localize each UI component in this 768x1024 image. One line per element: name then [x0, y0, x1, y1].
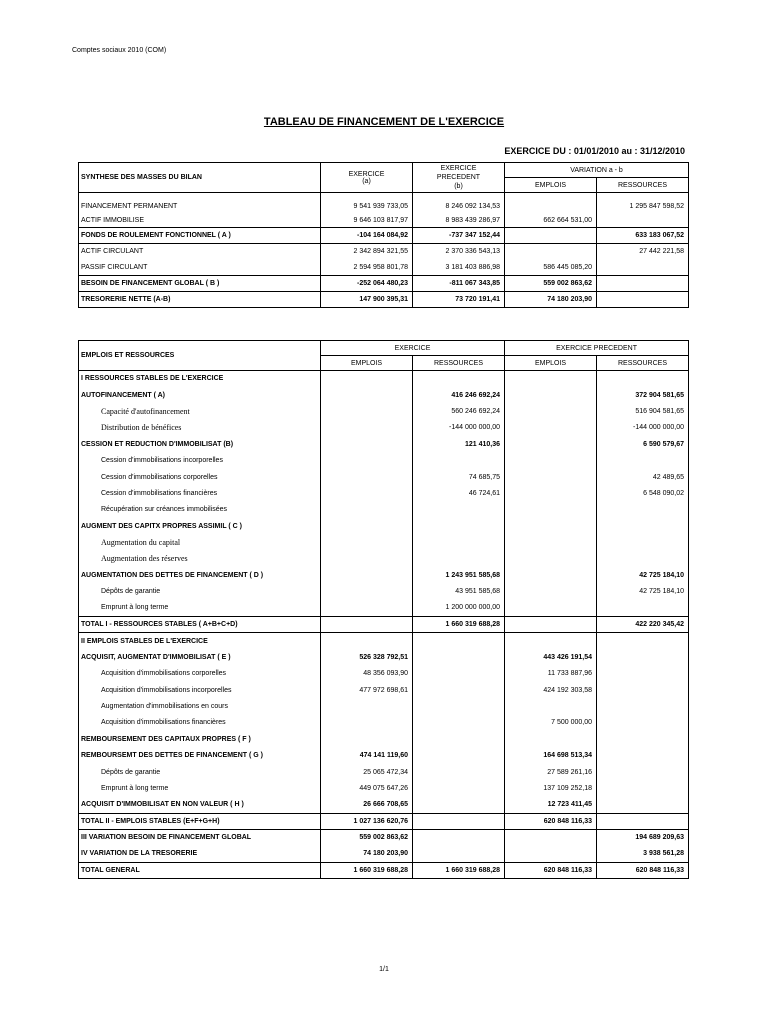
row-label: ACTIF CIRCULANT	[79, 244, 321, 260]
exercice-emplois-value	[321, 633, 413, 649]
row-label: CESSION ET REDUCTION D'IMMOBILISAT (B)	[79, 436, 321, 452]
row-label: Emprunt à long terme	[79, 600, 321, 616]
exercice-ressources-value: 74 685,75	[413, 469, 505, 485]
precedent-emplois-value: 164 698 513,34	[505, 747, 597, 763]
exercice-ressources-value	[413, 666, 505, 682]
precedent-value: -811 067 343,85	[413, 276, 505, 292]
emplois-ressources-row	[79, 600, 689, 616]
exercice-ressources-value	[413, 797, 505, 813]
emplois-ressources-row	[79, 797, 689, 813]
exercice-ressources-value: 1 660 319 688,28	[413, 862, 505, 878]
exercice-value: 9 541 939 733,05	[321, 200, 413, 214]
exercice-emplois-value	[321, 436, 413, 452]
exercice-emplois-value	[321, 584, 413, 600]
emplois-ressources-row	[79, 682, 689, 698]
col-ressources-header: RESSOURCES	[597, 178, 689, 193]
precedent-ressources-value: 6 590 579,67	[597, 436, 689, 452]
exercice-ressources-value: -144 000 000,00	[413, 420, 505, 436]
exercice-ressources-value: 121 410,36	[413, 436, 505, 452]
exercice-ressources-value: 416 246 692,24	[413, 387, 505, 403]
fiscal-period: EXERCICE DU : 01/01/2010 au : 31/12/2010	[504, 146, 685, 156]
exercice-ressources-value	[413, 551, 505, 567]
precedent-ressources-value: 42 725 184,10	[597, 567, 689, 583]
synthese-heading: SYNTHESE DES MASSES DU BILAN	[79, 163, 321, 193]
precedent-emplois-value: 12 723 411,45	[505, 797, 597, 813]
precedent-ressources-value: 42 489,65	[597, 469, 689, 485]
precedent-ressources-value: -144 000 000,00	[597, 420, 689, 436]
emplois-ressources-row	[79, 485, 689, 501]
col-exercice-sub: (a)	[362, 177, 371, 185]
exercice-emplois-value: 526 328 792,51	[321, 649, 413, 665]
precedent-emplois-value	[505, 420, 597, 436]
precedent-emplois-value	[505, 534, 597, 550]
precedent-ressources-value: 422 220 345,42	[597, 616, 689, 632]
row-label: TOTAL II - EMPLOIS STABLES (E+F+G+H)	[79, 813, 321, 829]
exercice-ressources-value	[413, 715, 505, 731]
row-label: III VARIATION BESOIN DE FINANCEMENT GLOBAL	[79, 829, 321, 845]
precedent-ressources-value: 194 689 209,63	[597, 829, 689, 845]
exercice-emplois-value	[321, 371, 413, 387]
precedent-ressources-value	[597, 797, 689, 813]
variation-ressources-value	[597, 292, 689, 308]
col-exercice-precedent-header: EXERCICE PRECEDENT	[505, 341, 689, 356]
precedent-emplois-value	[505, 731, 597, 747]
row-label: Emprunt à long terme	[79, 780, 321, 796]
precedent-emplois-value: 27 589 261,16	[505, 764, 597, 780]
col-emplois-header: EMPLOIS	[505, 178, 597, 193]
precedent-emplois-value	[505, 403, 597, 419]
exercice-emplois-value	[321, 518, 413, 534]
exercice-emplois-value	[321, 715, 413, 731]
row-label: ACTIF IMMOBILISE	[79, 214, 321, 228]
variation-emplois-value	[505, 244, 597, 260]
exercice-emplois-value	[321, 485, 413, 501]
exercice-emplois-value: 25 065 472,34	[321, 764, 413, 780]
precedent-ressources-value	[597, 731, 689, 747]
precedent-ressources-value	[597, 633, 689, 649]
precedent-ressources-value: 620 848 116,33	[597, 862, 689, 878]
col-ressources-header: RESSOURCES	[413, 356, 505, 371]
row-label: Dépôts de garantie	[79, 764, 321, 780]
row-label: ACQUISIT D'IMMOBILISAT EN NON VALEUR ( H )	[79, 797, 321, 813]
emplois-ressources-row	[79, 518, 689, 534]
row-label: Distribution de bénéfices	[79, 420, 321, 436]
col-precedent-sub: (b)	[454, 183, 463, 190]
precedent-emplois-value	[505, 567, 597, 583]
row-label: TRESORERIE NETTE (A-B)	[79, 292, 321, 308]
row-label: ACQUISIT, AUGMENTAT D'IMMOBILISAT ( E )	[79, 649, 321, 665]
precedent-value: 8 246 092 134,53	[413, 200, 505, 214]
synthese-row	[79, 214, 689, 228]
exercice-emplois-value	[321, 616, 413, 632]
emplois-ressources-row	[79, 469, 689, 485]
exercice-emplois-value: 1 027 136 620,76	[321, 813, 413, 829]
exercice-emplois-value	[321, 600, 413, 616]
precedent-ressources-value	[597, 747, 689, 763]
col-emplois-prev-header: EMPLOIS	[505, 356, 597, 371]
emplois-ressources-row	[79, 829, 689, 845]
row-label: AUTOFINANCEMENT ( A)	[79, 387, 321, 403]
variation-ressources-value: 1 295 847 598,52	[597, 200, 689, 214]
precedent-ressources-value	[597, 813, 689, 829]
row-label: REMBOURSEMENT DES CAPITAUX PROPRES ( F )	[79, 731, 321, 747]
col-precedent-header	[413, 163, 505, 193]
col-exercice-label: EXERCICE	[348, 170, 385, 178]
precedent-emplois-value	[505, 829, 597, 845]
spacer-row	[79, 193, 689, 200]
synthese-row	[79, 260, 689, 276]
row-label: BESOIN DE FINANCEMENT GLOBAL ( B )	[79, 276, 321, 292]
row-label: Augmentation du capital	[79, 534, 321, 550]
precedent-emplois-value	[505, 485, 597, 501]
precedent-emplois-value	[505, 698, 597, 714]
emplois-ressources-row	[79, 420, 689, 436]
exercice-value: 9 646 103 817,97	[321, 214, 413, 228]
precedent-emplois-value: 424 192 303,58	[505, 682, 597, 698]
row-label: Capacité d'autofinancement	[79, 403, 321, 419]
exercice-ressources-value: 560 246 692,24	[413, 403, 505, 419]
emplois-ressources-row	[79, 502, 689, 518]
precedent-emplois-value: 137 109 252,18	[505, 780, 597, 796]
emplois-ressources-heading: EMPLOIS ET RESSOURCES	[79, 341, 321, 371]
exercice-ressources-value	[413, 813, 505, 829]
exercice-ressources-value	[413, 698, 505, 714]
precedent-ressources-value	[597, 764, 689, 780]
exercice-emplois-value: 26 666 708,65	[321, 797, 413, 813]
emplois-ressources-row	[79, 862, 689, 878]
exercice-ressources-value	[413, 764, 505, 780]
synthese-row	[79, 276, 689, 292]
exercice-emplois-value	[321, 420, 413, 436]
exercice-emplois-value: 74 180 203,90	[321, 846, 413, 862]
exercice-emplois-value	[321, 567, 413, 583]
exercice-emplois-value: 1 660 319 688,28	[321, 862, 413, 878]
exercice-ressources-value	[413, 780, 505, 796]
precedent-emplois-value	[505, 469, 597, 485]
exercice-ressources-value	[413, 633, 505, 649]
col-emplois-header: EMPLOIS	[321, 356, 413, 371]
variation-emplois-value: 74 180 203,90	[505, 292, 597, 308]
emplois-ressources-table	[78, 340, 689, 879]
precedent-value: 73 720 191,41	[413, 292, 505, 308]
precedent-ressources-value: 3 938 561,28	[597, 846, 689, 862]
exercice-ressources-value	[413, 518, 505, 534]
exercice-emplois-value: 48 356 093,90	[321, 666, 413, 682]
emplois-ressources-row	[79, 649, 689, 665]
exercice-ressources-value	[413, 534, 505, 550]
row-label: Acquisition d'immobilisations corporelles	[79, 666, 321, 682]
col-precedent-label-2: PRECEDENT	[436, 174, 481, 181]
variation-ressources-value	[597, 260, 689, 276]
precedent-ressources-value	[597, 600, 689, 616]
exercice-emplois-value	[321, 731, 413, 747]
synthese-row	[79, 200, 689, 214]
row-label: IV VARIATION DE LA TRESORERIE	[79, 846, 321, 862]
precedent-emplois-value	[505, 502, 597, 518]
row-label: Augmentation des réserves	[79, 551, 321, 567]
precedent-ressources-value	[597, 371, 689, 387]
precedent-ressources-value	[597, 518, 689, 534]
precedent-ressources-value	[597, 534, 689, 550]
exercice-emplois-value	[321, 698, 413, 714]
emplois-ressources-row	[79, 371, 689, 387]
col-precedent-label-1: EXERCICE	[440, 165, 477, 172]
spacer-cell	[79, 193, 321, 200]
precedent-ressources-value: 42 725 184,10	[597, 584, 689, 600]
variation-ressources-value	[597, 276, 689, 292]
exercice-emplois-value	[321, 452, 413, 468]
precedent-emplois-value	[505, 551, 597, 567]
emplois-ressources-row	[79, 452, 689, 468]
precedent-ressources-value	[597, 698, 689, 714]
exercice-value: 2 594 958 801,78	[321, 260, 413, 276]
exercice-ressources-value	[413, 747, 505, 763]
precedent-emplois-value	[505, 518, 597, 534]
emplois-ressources-row	[79, 403, 689, 419]
precedent-ressources-value: 516 904 581,65	[597, 403, 689, 419]
emplois-ressources-row	[79, 731, 689, 747]
row-label: Cession d'immobilisations incorporelles	[79, 452, 321, 468]
col-ressources-prev-header: RESSOURCES	[597, 356, 689, 371]
exercice-emplois-value: 449 075 647,26	[321, 780, 413, 796]
emplois-ressources-row	[79, 813, 689, 829]
precedent-ressources-value	[597, 551, 689, 567]
row-label: II EMPLOIS STABLES DE L'EXERCICE	[79, 633, 321, 649]
row-label: FONDS DE ROULEMENT FONCTIONNEL ( A )	[79, 228, 321, 244]
document-header-note: Comptes sociaux 2010 (COM)	[72, 47, 167, 54]
page-title: TABLEAU DE FINANCEMENT DE L'EXERCICE	[263, 116, 505, 128]
precedent-emplois-value	[505, 584, 597, 600]
emplois-ressources-row	[79, 747, 689, 763]
variation-emplois-value: 586 445 085,20	[505, 260, 597, 276]
row-label: TOTAL I - RESSOURCES STABLES ( A+B+C+D)	[79, 616, 321, 632]
exercice-ressources-value: 43 951 585,68	[413, 584, 505, 600]
exercice-emplois-value	[321, 403, 413, 419]
row-label: I RESSOURCES STABLES DE L'EXERCICE	[79, 371, 321, 387]
variation-emplois-value	[505, 228, 597, 244]
precedent-emplois-value: 7 500 000,00	[505, 715, 597, 731]
exercice-ressources-value: 1 660 319 688,28	[413, 616, 505, 632]
emplois-ressources-row	[79, 616, 689, 632]
exercice-value: -252 064 480,23	[321, 276, 413, 292]
precedent-emplois-value	[505, 371, 597, 387]
precedent-emplois-value: 443 426 191,54	[505, 649, 597, 665]
exercice-ressources-value: 1 243 951 585,68	[413, 567, 505, 583]
exercice-emplois-value	[321, 502, 413, 518]
exercice-ressources-value	[413, 731, 505, 747]
emplois-ressources-row	[79, 567, 689, 583]
synthese-row	[79, 292, 689, 308]
precedent-ressources-value	[597, 452, 689, 468]
exercice-value: -104 164 084,92	[321, 228, 413, 244]
synthese-row	[79, 228, 689, 244]
spacer-cell	[597, 193, 689, 200]
variation-emplois-value: 559 002 863,62	[505, 276, 597, 292]
exercice-emplois-value: 559 002 863,62	[321, 829, 413, 845]
row-label: Cession d'immobilisations financières	[79, 485, 321, 501]
precedent-ressources-value	[597, 502, 689, 518]
precedent-ressources-value	[597, 666, 689, 682]
emplois-ressources-row	[79, 387, 689, 403]
precedent-ressources-value	[597, 780, 689, 796]
exercice-ressources-value	[413, 371, 505, 387]
exercice-ressources-value	[413, 846, 505, 862]
precedent-emplois-value	[505, 633, 597, 649]
variation-emplois-value	[505, 200, 597, 214]
emplois-ressources-row	[79, 698, 689, 714]
row-label: Cession d'immobilisations corporelles	[79, 469, 321, 485]
precedent-value: 2 370 336 543,13	[413, 244, 505, 260]
emplois-ressources-row	[79, 436, 689, 452]
precedent-emplois-value: 620 848 116,33	[505, 862, 597, 878]
emplois-ressources-row	[79, 551, 689, 567]
spacer-cell	[413, 193, 505, 200]
exercice-ressources-value	[413, 682, 505, 698]
col-exercice-header	[321, 163, 413, 193]
page-number: 1/1	[379, 966, 389, 973]
exercice-emplois-value	[321, 551, 413, 567]
exercice-ressources-value	[413, 649, 505, 665]
variation-ressources-value: 633 183 067,52	[597, 228, 689, 244]
precedent-ressources-value: 6 548 090,02	[597, 485, 689, 501]
precedent-emplois-value	[505, 387, 597, 403]
row-label: PASSIF CIRCULANT	[79, 260, 321, 276]
row-label: Récupération sur créances immobilisées	[79, 502, 321, 518]
precedent-ressources-value	[597, 682, 689, 698]
precedent-emplois-value	[505, 452, 597, 468]
precedent-value: 3 181 403 886,98	[413, 260, 505, 276]
col-exercice-header: EXERCICE	[321, 341, 505, 356]
row-label: FINANCEMENT PERMANENT	[79, 200, 321, 214]
spacer-cell	[505, 193, 597, 200]
row-label: Augmentation d'immobilisations en cours	[79, 698, 321, 714]
row-label: AUGMENTATION DES DETTES DE FINANCEMENT ( D )	[79, 567, 321, 583]
row-label: Dépôts de garantie	[79, 584, 321, 600]
emplois-ressources-row	[79, 715, 689, 731]
synthese-row	[79, 244, 689, 260]
precedent-ressources-value	[597, 649, 689, 665]
row-label: AUGMENT DES CAPITX PROPRES ASSIMIL ( C )	[79, 518, 321, 534]
synthese-table	[78, 162, 689, 308]
emplois-ressources-row	[79, 534, 689, 550]
precedent-emplois-value	[505, 600, 597, 616]
precedent-value: 8 983 439 286,97	[413, 214, 505, 228]
exercice-emplois-value	[321, 534, 413, 550]
exercice-emplois-value: 474 141 119,60	[321, 747, 413, 763]
row-label: TOTAL GENERAL	[79, 862, 321, 878]
precedent-emplois-value: 11 733 887,96	[505, 666, 597, 682]
exercice-ressources-value: 1 200 000 000,00	[413, 600, 505, 616]
row-label: REMBOURSEMT DES DETTES DE FINANCEMENT ( G )	[79, 747, 321, 763]
exercice-ressources-value	[413, 829, 505, 845]
col-variation-header: VARIATION a - b	[505, 163, 689, 178]
exercice-emplois-value	[321, 387, 413, 403]
precedent-ressources-value	[597, 715, 689, 731]
precedent-ressources-value: 372 904 581,65	[597, 387, 689, 403]
emplois-ressources-row	[79, 780, 689, 796]
variation-emplois-value: 662 664 531,00	[505, 214, 597, 228]
variation-ressources-value	[597, 214, 689, 228]
row-label: Acquisition d'immobilisations financières	[79, 715, 321, 731]
exercice-ressources-value: 46 724,61	[413, 485, 505, 501]
precedent-emplois-value: 620 848 116,33	[505, 813, 597, 829]
precedent-emplois-value	[505, 436, 597, 452]
emplois-ressources-row	[79, 846, 689, 862]
exercice-emplois-value: 477 972 698,61	[321, 682, 413, 698]
exercice-value: 147 900 395,31	[321, 292, 413, 308]
emplois-ressources-row	[79, 666, 689, 682]
exercice-value: 2 342 894 321,55	[321, 244, 413, 260]
precedent-emplois-value	[505, 616, 597, 632]
exercice-emplois-value	[321, 469, 413, 485]
variation-ressources-value: 27 442 221,58	[597, 244, 689, 260]
exercice-ressources-value	[413, 502, 505, 518]
emplois-ressources-row	[79, 633, 689, 649]
spacer-cell	[321, 193, 413, 200]
emplois-ressources-row	[79, 584, 689, 600]
precedent-emplois-value	[505, 846, 597, 862]
row-label: Acquisition d'immobilisations incorporelles	[79, 682, 321, 698]
emplois-ressources-row	[79, 764, 689, 780]
exercice-ressources-value	[413, 452, 505, 468]
precedent-value: -737 347 152,44	[413, 228, 505, 244]
